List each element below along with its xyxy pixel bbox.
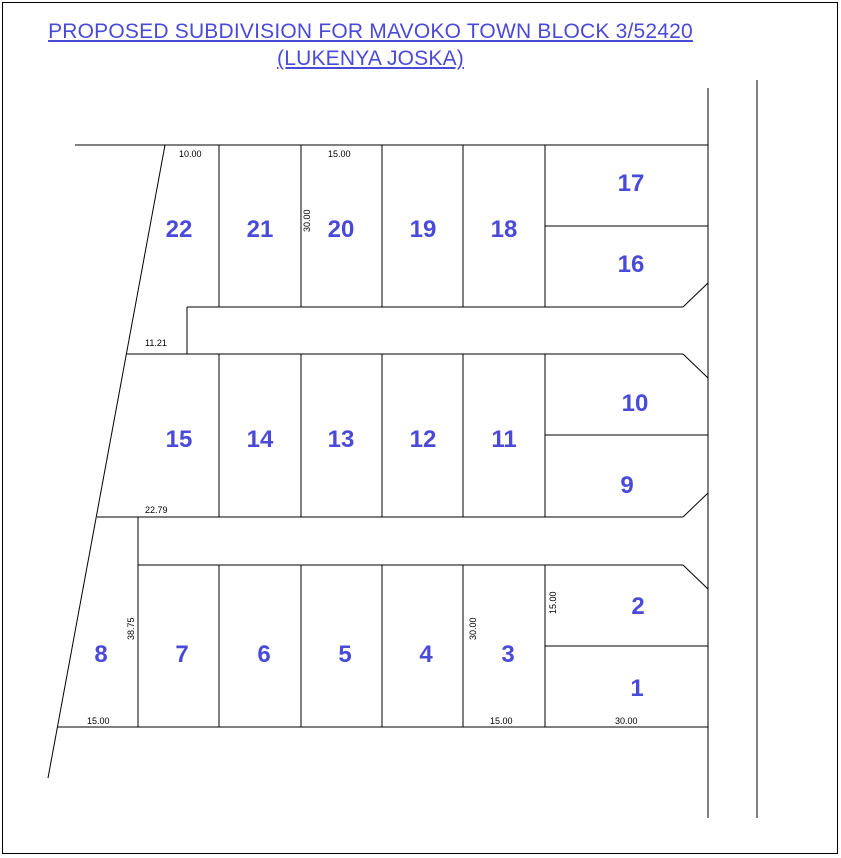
plot-21-label: 21 <box>246 216 274 243</box>
plot-20-label: 20 <box>327 216 355 243</box>
plot-8-label: 8 <box>94 641 108 668</box>
dimension-10-00: 10.00 <box>179 149 202 159</box>
dimension-11-21: 11.21 <box>145 338 167 348</box>
plot-4-label: 4 <box>419 641 433 668</box>
plot-5-label: 5 <box>338 641 352 668</box>
map-title: PROPOSED SUBDIVISION FOR MAVOKO TOWN BLOCK 3/52420 <box>48 20 693 43</box>
map-subtitle: (LUKENYA JOSKA) <box>277 47 464 70</box>
west-boundary <box>48 145 165 778</box>
dimension-15-00-plot2: 15.00 <box>548 591 558 614</box>
dimension-30-00-plot20: 30.00 <box>302 209 312 232</box>
plot-18-label: 18 <box>490 216 518 243</box>
dimension-30-00-bottom-right: 30.00 <box>615 716 638 726</box>
plot-3-label: 3 <box>501 641 515 668</box>
dimension-22-79: 22.79 <box>145 505 168 515</box>
dimension-30-00-plot3: 30.00 <box>468 617 478 640</box>
plot-1-label: 1 <box>630 675 644 702</box>
dimension-15-00-top: 15.00 <box>328 149 351 159</box>
plot-9-label: 9 <box>620 472 634 499</box>
plot-17-label: 17 <box>617 170 645 197</box>
dimension-15-00-bottom-left: 15.00 <box>87 716 110 726</box>
dimension-15-00-bottom-mid: 15.00 <box>490 716 513 726</box>
plot-7-label: 7 <box>175 641 189 668</box>
plot-13-label: 13 <box>327 426 355 453</box>
road-lines <box>48 80 757 818</box>
plot-12-label: 12 <box>409 426 437 453</box>
plot-11-label: 11 <box>491 426 517 453</box>
plot-16-label: 16 <box>617 251 645 278</box>
plot-10-label: 10 <box>621 390 649 417</box>
plot-2-label: 2 <box>631 593 645 620</box>
block-middle <box>97 354 708 565</box>
plot-6-label: 6 <box>257 641 271 668</box>
plot-22-label: 22 <box>165 216 193 243</box>
dimension-38-75: 38.75 <box>126 617 136 640</box>
plot-19-label: 19 <box>409 216 437 243</box>
plot-14-label: 14 <box>246 426 274 453</box>
plot-15-label: 15 <box>165 426 193 453</box>
plot-labels <box>94 170 648 702</box>
